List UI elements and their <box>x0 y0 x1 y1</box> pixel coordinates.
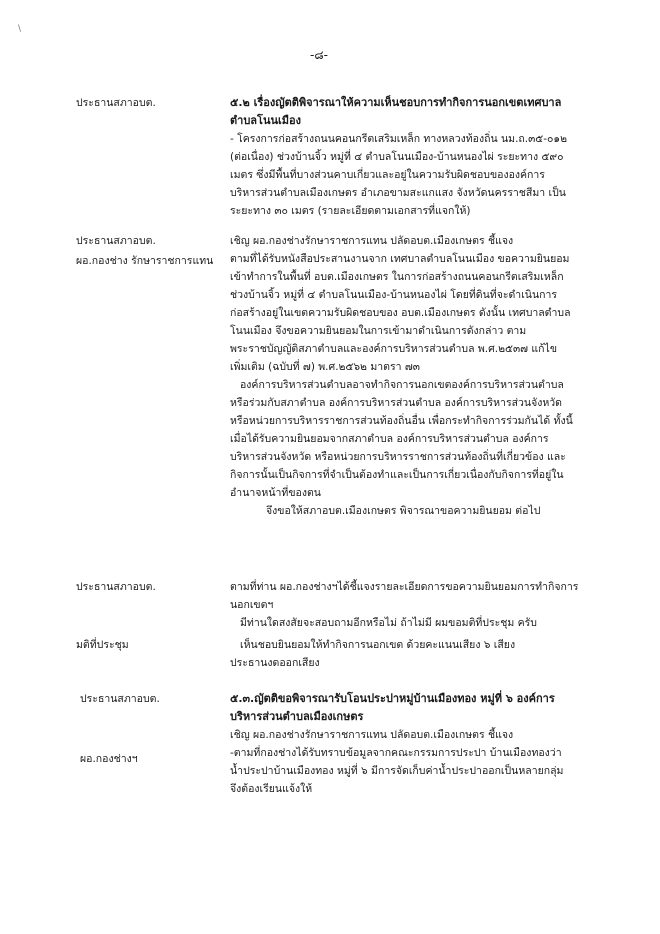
statement-line: เพิ่มเติม (ฉบับที่ ๗) พ.ศ.๒๕๖๒ มาตรา ๗๓ <box>230 361 420 373</box>
statement-line: พระราชบัญญัติสภาตำบลและองค์การบริหารส่วนตำบล พ.ศ.๒๕๓๗ แก้ไข <box>230 343 557 355</box>
law-line: เมื่อได้รับความยินยอมจากสภาตำบล องค์การบริหารส่วนตำบล องค์การ <box>230 433 549 445</box>
agenda-title-line: บริหารส่วนตำบลเมืองเกษตร <box>230 710 364 723</box>
statement-line: โนนเมือง จึงขอความยินยอมในการเข้ามาดำเนินการดังกล่าว ตาม <box>230 325 527 337</box>
project-detail-line: บริหารส่วนตำบลเมืองเกษตร อำเภอขามสะแกแสง จังหวัดนครราชสีมา เป็น <box>230 187 566 199</box>
page-number: -๘- <box>310 48 328 62</box>
law-line: บริหารส่วนจังหวัด หรือหน่วยการบริหารราชการส่วนท้องถิ่นที่เกี่ยวข้อง และ <box>230 451 566 463</box>
engineer-statement-block <box>230 232 650 520</box>
agenda-5-3 <box>230 690 650 798</box>
statement-line: ก่อสร้างอยู่ในเขตความรับผิดชอบของ อบต.เมืองเกษตร ดังนั้น เทศบาลตำบล <box>230 307 571 319</box>
statement-line: ตามที่ได้รับหนังสือประสานงานจาก เทศบาลตำบลโนนเมือง ขอความยินยอม <box>230 253 570 265</box>
law-line: อำนาจหน้าที่ของตน <box>230 487 321 499</box>
law-line: หรือร่วมกับสภาตำบล องค์การบริหารส่วนตำบล องค์การบริหารส่วนจังหวัด <box>230 397 562 409</box>
resolution-block <box>230 636 650 672</box>
project-detail-line: เมตร ซึ่งมีพื้นที่บางส่วนคาบเกี่ยวและอยู่ในความรับผิดชอบขององค์การ <box>230 169 545 181</box>
law-line: กิจการนั้นเป็นกิจการที่จำเป็นต้องทำและเป็นการเกี่ยวเนื่องกับกิจการที่อยู่ใน <box>230 469 564 481</box>
statement-line: จึงต้องเรียนแจ้งให้ <box>230 783 313 795</box>
statement-line: น้ำประปาบ้านเมืองทอง หมู่ที่ ๖ มีการจัดเก็บค่าน้ำประปาออกเป็นหลายกลุ่ม <box>230 765 564 777</box>
project-detail-line: (ต่อเนื่อง) ช่วงบ้านจิ้ว หมู่ที่ ๔ ตำบลโนนเมือง-บ้านหนองไผ่ ระยะทาง ๕๙๐ <box>230 151 564 163</box>
chair-question-line: ตามที่ท่าน ผอ.กองช่างฯได้ชี้แจงรายละเอียดการขอความยินยอมการทำกิจการ <box>230 581 579 593</box>
resolution-line: ประธานงดออกเสียง <box>230 657 320 669</box>
chair-question-line: มีท่านใดสงสัยจะสอบถามอีกหรือไม่ ถ้าไม่มี ผมขอมติที่ประชุม ครับ <box>240 617 537 629</box>
speaker-label: มติที่ประชุม <box>76 639 129 651</box>
speaker-label: ประธานสภาอบต. <box>80 693 160 705</box>
chair-question-block <box>230 578 650 632</box>
speaker-label: ประธานสภาอบต. <box>76 97 156 109</box>
law-line: องค์การบริหารส่วนตำบลอาจทำกิจการนอกเขตองค์การบริหารส่วนตำบล <box>240 379 564 391</box>
consent-request: จึงขอให้สภาอบต.เมืองเกษตร พิจารณาขอความยินยอม ต่อไป <box>266 505 541 517</box>
speaker-label: ผอ.กองช่าง รักษาราชการแทน <box>76 255 214 267</box>
project-detail-line: - โครงการก่อสร้างถนนคอนกรีตเสริมเหล็ก ทางหลวงท้องถิ่น นม.ถ.๓๕-๐๑๒ <box>230 133 568 145</box>
speaker-label: ประธานสภาอบต. <box>76 235 156 247</box>
speaker-label: ผอ.กองช่างฯ <box>80 753 138 765</box>
agenda-title-line: ตำบลโนนเมือง <box>230 114 301 127</box>
project-detail-line: ระยะทาง ๓๐ เมตร (รายละเอียดตามเอกสารที่แจกให้) <box>230 205 471 217</box>
speaker-label: ประธานสภาอบต. <box>76 581 156 593</box>
agenda-title-line: ๕.๒ เรื่องญัตติพิจารณาให้ความเห็นชอบการทำกิจการนอกเขตเทศบาล <box>230 96 562 109</box>
resolution-line: เห็นชอบยินยอมให้ทำกิจการนอกเขต ด้วยคะแนนเสียง ๖ เสียง <box>240 639 516 651</box>
chair-invite: เชิญ ผอ.กองช่างรักษาราชการแทน ปลัดอบต.เมืองเกษตร ชี้แจง <box>230 235 514 247</box>
statement-line: ช่วงบ้านจิ้ว หมู่ที่ ๔ ตำบลโนนเมือง-บ้านหนองไผ่ โดยที่ดินที่จะดำเนินการ <box>230 289 558 301</box>
scan-mark: \ <box>18 24 22 34</box>
statement-line: -ตามที่กองช่างได้รับทราบข้อมูลจากคณะกรรมการประปา บ้านเมืองทองว่า <box>230 747 562 759</box>
chair-question-line: นอกเขตฯ <box>230 599 274 611</box>
agenda-title-line: ๕.๓.ญัตติขอพิจารณารับโอนประปาหมู่บ้านเมืองทอง หมู่ที่ ๖ องค์การ <box>230 692 555 705</box>
agenda-5-2 <box>230 94 650 220</box>
law-line: หรือหน่วยการบริหารราชการส่วนท้องถิ่นอื่น เพื่อกระทำกิจการร่วมกันได้ ทั้งนี้ <box>230 415 573 427</box>
chair-invite: เชิญ ผอ.กองช่างรักษาราชการแทน ปลัดอบต.เมืองเกษตร ชี้แจง <box>230 729 514 741</box>
statement-line: เข้าทำการในพื้นที่ อบต.เมืองเกษตร ในการก่อสร้างถนนคอนกรีตเสริมเหล็ก <box>230 271 564 283</box>
